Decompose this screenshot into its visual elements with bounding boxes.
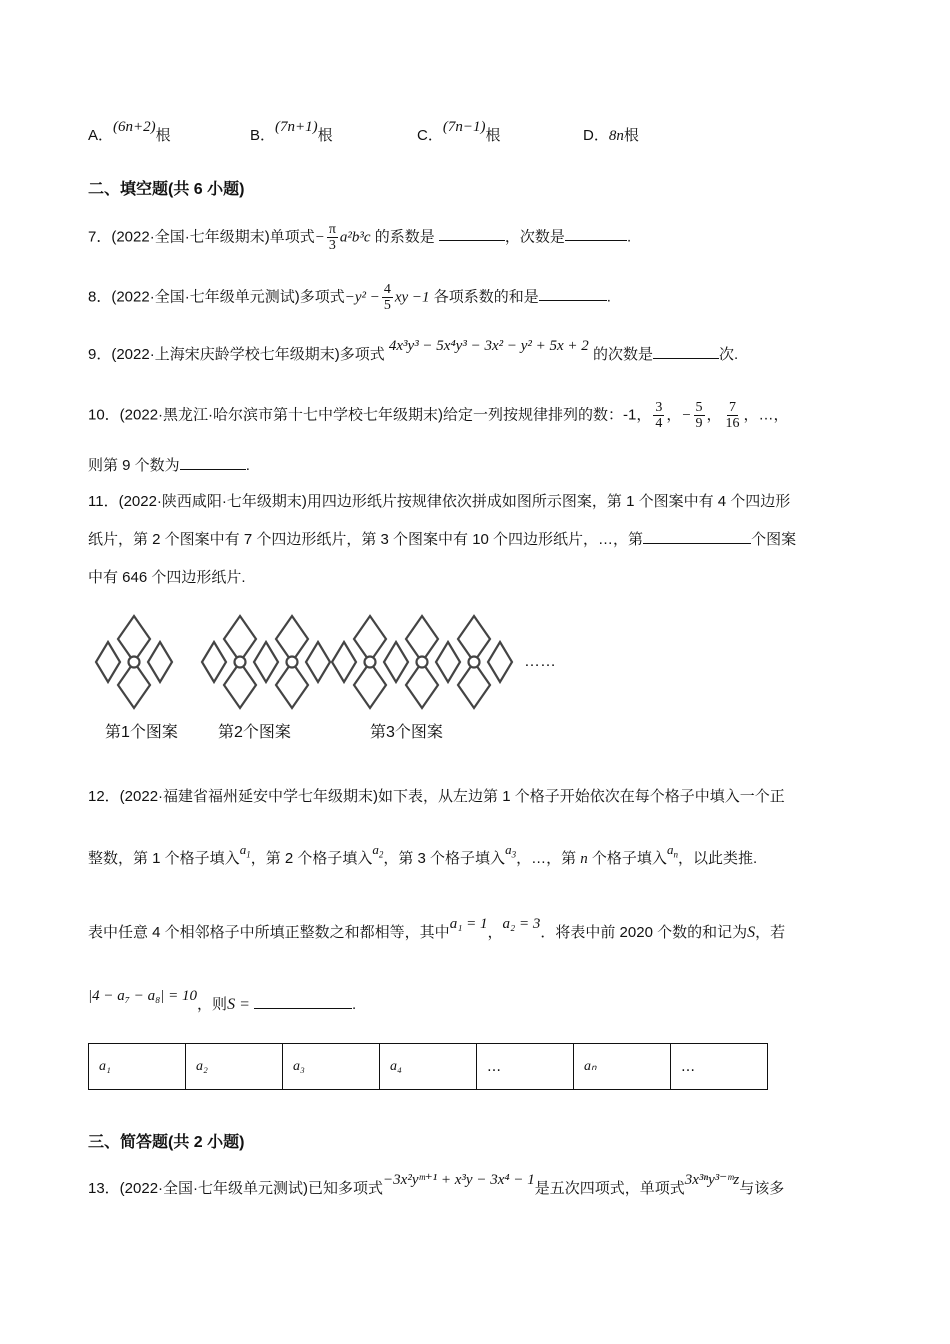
pattern-ellipsis: …… (524, 653, 556, 670)
question-12-line-1: 12．(2022·福建省福州延安中学七年级期末)如下表，从左边第 1 个格子开始依次在每个格子中填入一个正 (88, 788, 785, 805)
question-10-line-2: 则第 9 个数为 . (88, 457, 250, 474)
q10-fraction-1: $\frac{3}{4}$ (655, 400, 663, 431)
question-11-line-3: 中有 646 个四边形纸片. (88, 569, 246, 586)
option-d: D．8n根 (583, 127, 639, 144)
pattern-1 (96, 616, 172, 708)
q10-fraction-2: $\frac{5}{9}$ (695, 400, 703, 431)
sequence-table (88, 1043, 768, 1090)
option-b-expr: (7n+1) (275, 119, 318, 135)
pattern-3-label: 第3个图案 (370, 724, 443, 741)
answer-blank-q9[interactable] (653, 344, 719, 359)
answer-blank-q10[interactable] (180, 455, 246, 470)
answer-blank-degree[interactable] (565, 226, 627, 241)
table-cell: … (477, 1044, 574, 1090)
quadrilateral-pattern-figure (100, 612, 556, 748)
answer-blank-q11[interactable] (643, 529, 751, 544)
question-13: 13．(2022·全国·七年级单元测试)已知多项式−3x²yᵐ⁺¹ + x³y − 3x⁴ − 1是五次四项式，单项式3x³ⁿy³⁻ᵐz与该多 (88, 1172, 785, 1197)
q13-monomial: 3x³ⁿy³⁻ᵐz (684, 1172, 740, 1188)
question-8: 8．(2022·全国·七年级单元测试)多项式−y² − $\frac{4}{5}$ xy −1 各项系数的和是 . (88, 282, 611, 313)
section-title-short-answer: 三、简答题(共 2 小题) (88, 1134, 245, 1151)
q7-fraction: $\frac{\pi}{3}$ (328, 222, 336, 253)
question-12-line-2: 整数，第 1 个格子填入$a_1$，第 2 个格子填入$a_2$，第 3 个格子填入$a_3$，…，第 n 个格子填入$a_n$，以此类推. (88, 842, 758, 867)
question-10: 10．(2022·黑龙江·哈尔滨市第十七中学校七年级期末)给定一列按规律排列的数：-1， $\frac{3}{4}$ ，− $\frac{5}{9}$ ， $\frac{7}{16}$ ，…， (88, 400, 789, 431)
q9-polynomial: 4x³y³ − 5x⁴y³ − 3x² − y² + 5x + 2 (388, 338, 589, 354)
section-title-fill-in: 二、填空题(共 6 小题) (88, 181, 245, 198)
table-cell: a₂ (186, 1044, 283, 1090)
option-a: A．(6n+2)根 (88, 119, 171, 144)
pattern-2 (202, 616, 330, 708)
table-row (89, 1044, 768, 1090)
table-cell: a₄ (380, 1044, 477, 1090)
pattern-1-label: 第1个图案 (105, 724, 178, 741)
question-9: 9．(2022·上海宋庆龄学校七年级期末)多项式 4x³y³ − 5x⁴y³ − 3x² − y² + 5x + 2 的次数是 次. (88, 338, 739, 363)
pattern-2-label: 第2个图案 (218, 724, 291, 741)
option-d-expr: 8n (608, 128, 624, 144)
option-a-expr: (6n+2) (113, 119, 156, 135)
table-cell: … (671, 1044, 768, 1090)
question-11-line-2: 纸片，第 2 个图案中有 7 个四边形纸片，第 3 个图案中有 10 个四边形纸片，…，第 个图案 (88, 531, 797, 548)
answer-blank-q12[interactable] (254, 994, 352, 1009)
answer-blank-coefficient[interactable] (439, 226, 505, 241)
option-c-expr: (7n−1) (442, 119, 486, 135)
table-cell: aₙ (574, 1044, 671, 1090)
option-b: B．(7n+1)根 (250, 119, 333, 144)
q8-fraction: $\frac{4}{5}$ (383, 282, 391, 313)
table-cell: a₃ (283, 1044, 380, 1090)
question-12-line-4: |4 − a₇ − a₈| = 10，则S = . (88, 988, 357, 1013)
q13-polynomial: −3x²yᵐ⁺¹ + x³y − 3x⁴ − 1 (383, 1172, 535, 1188)
pattern-3 (332, 616, 512, 708)
question-12-line-3: 表中任意 4 个相邻格子中所填正整数之和都相等，其中a₁ = 1，a₂ = 3．将表中前 2020 个数的和记为S，若 (88, 916, 786, 941)
absolute-value-condition: |4 − a₇ − a₈| = 10 (88, 988, 198, 1004)
question-7: 7．(2022·全国·七年级期末)单项式− $\frac{\pi}{3}$ a²b³c 的系数是 ，次数是 . (88, 222, 632, 253)
option-c: C．(7n−1)根 (417, 119, 501, 144)
question-11-line-1: 11．(2022·陕西咸阳·七年级期末)用四边形纸片按规律依次拼成如图所示图案，第 1 个图案中有 4 个四边形 (88, 493, 791, 510)
q10-fraction-3: $\frac{7}{16}$ (725, 400, 740, 431)
answer-blank-q8[interactable] (539, 286, 607, 301)
table-cell: a₁ (89, 1044, 186, 1090)
